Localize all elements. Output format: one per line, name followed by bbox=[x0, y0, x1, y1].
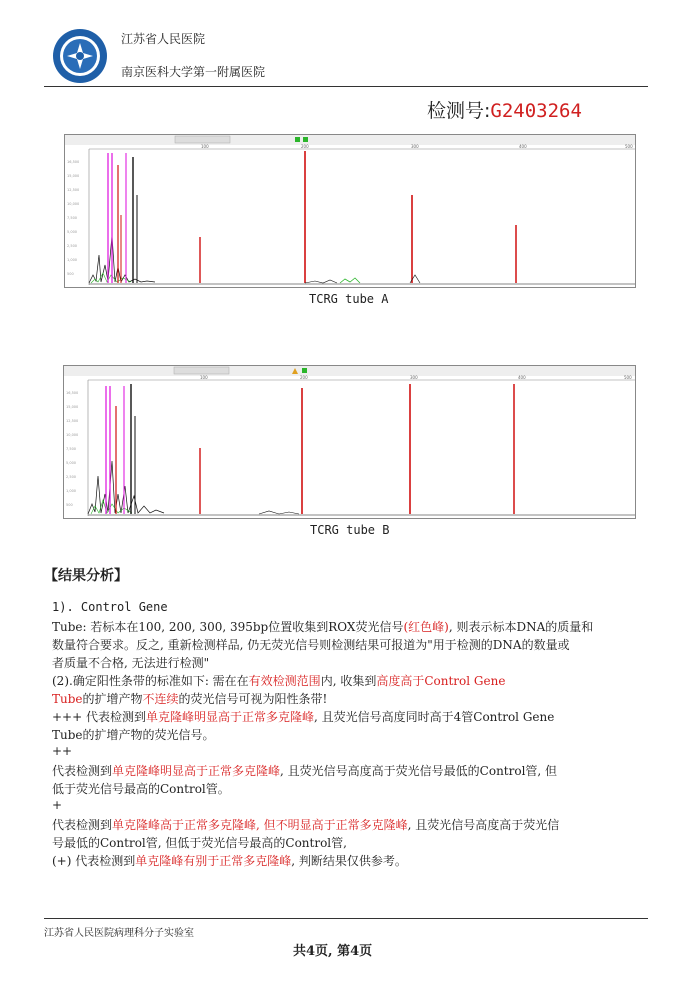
analysis-line: Tube的扩增产物的荧光信号。 bbox=[52, 728, 215, 742]
chart-caption-tube-b: TCRG tube B bbox=[310, 523, 390, 537]
svg-text:16,500: 16,500 bbox=[67, 160, 80, 164]
svg-text:16,500: 16,500 bbox=[66, 391, 79, 395]
analysis-line: 者质量不合格, 无法进行检测" bbox=[52, 656, 210, 670]
footer-lab-name: 江苏省人民医院病理科分子实验室 bbox=[44, 928, 194, 939]
axis-tick-label: 300 bbox=[411, 144, 419, 149]
report-number-label: 检测号: bbox=[427, 100, 491, 122]
svg-text:2,500: 2,500 bbox=[66, 475, 77, 479]
analysis-line: 低于荧光信号最高的Control管。 bbox=[52, 782, 230, 796]
svg-text:500: 500 bbox=[67, 272, 74, 276]
svg-text:10,000: 10,000 bbox=[67, 202, 80, 206]
axis-tick-label: 100 bbox=[200, 375, 208, 380]
svg-text:1,000: 1,000 bbox=[66, 489, 77, 493]
electropherogram-tube-b bbox=[63, 365, 636, 519]
analysis-line: Tube: 若标本在100, 200, 300, 395bp位置收集到ROX荧光信号(红色峰), 则表示标本DNA的质量和 bbox=[52, 620, 594, 634]
hospital-affiliation: 南京医科大学第一附属医院 bbox=[121, 65, 266, 79]
report-number bbox=[427, 96, 582, 123]
page-indicator: 共4页, 第4页 bbox=[293, 944, 373, 959]
axis-tick-label: 100 bbox=[201, 144, 209, 149]
axis-tick-label: 400 bbox=[519, 144, 527, 149]
svg-text:10,000: 10,000 bbox=[66, 433, 79, 437]
axis-tick-label: 500 bbox=[624, 375, 632, 380]
hospital-name: 江苏省人民医院 bbox=[121, 32, 206, 46]
svg-text:15,000: 15,000 bbox=[66, 405, 79, 409]
analysis-line: 1). Control Gene bbox=[52, 600, 168, 614]
analysis-title: 【结果分析】 bbox=[44, 568, 128, 584]
hospital-logo bbox=[52, 28, 108, 84]
axis-tick-label: 200 bbox=[300, 375, 308, 380]
analysis-line: 代表检测到单克隆峰明显高于正常多克隆峰, 且荧光信号高度高于荧光信号最低的Control管, 但 bbox=[52, 764, 558, 778]
svg-text:12,500: 12,500 bbox=[67, 188, 80, 192]
analysis-line: 数量符合要求。反之, 重新检测样品, 仍无荧光信号则检测结果可报道为"用于检测的DNA的数量或 bbox=[52, 638, 570, 652]
footer-divider bbox=[44, 918, 648, 919]
svg-text:7,500: 7,500 bbox=[66, 447, 77, 451]
axis-tick-label: 200 bbox=[301, 144, 309, 149]
axis-tick-label: 400 bbox=[518, 375, 526, 380]
svg-text:1,000: 1,000 bbox=[67, 258, 78, 262]
analysis-line: (2).确定阳性条带的标准如下: 需在在有效检测范围内, 收集到高度高于Control Gene bbox=[52, 674, 506, 688]
header-divider bbox=[44, 86, 648, 87]
analysis-line: 代表检测到单克隆峰高于正常多克隆峰, 但不明显高于正常多克隆峰, 且荧光信号高度高于荧光信 bbox=[52, 818, 560, 832]
analysis-line: +++ 代表检测到单克隆峰明显高于正常多克隆峰, 且荧光信号高度同时高于4管Control Gene bbox=[52, 710, 555, 724]
svg-text:500: 500 bbox=[66, 503, 73, 507]
analysis-line: (+) 代表检测到单克隆峰有别于正常多克隆峰, 判断结果仅供参考。 bbox=[52, 854, 407, 868]
analysis-line: + bbox=[52, 798, 63, 812]
report-number-value: G2403264 bbox=[490, 100, 582, 122]
electropherogram-tube-a bbox=[64, 134, 636, 288]
svg-text:7,500: 7,500 bbox=[67, 216, 78, 220]
axis-tick-label: 500 bbox=[625, 144, 633, 149]
analysis-line: Tube的扩增产物不连续的荧光信号可视为阳性条带! bbox=[52, 692, 328, 706]
analysis-line: ++ bbox=[52, 744, 73, 758]
svg-text:15,000: 15,000 bbox=[67, 174, 80, 178]
svg-text:5,000: 5,000 bbox=[66, 461, 77, 465]
svg-text:5,000: 5,000 bbox=[67, 230, 78, 234]
chart-caption-tube-a: TCRG tube A bbox=[309, 292, 389, 306]
svg-text:2,500: 2,500 bbox=[67, 244, 78, 248]
svg-text:12,500: 12,500 bbox=[66, 419, 79, 423]
axis-tick-label: 300 bbox=[410, 375, 418, 380]
analysis-line: 号最低的Control管, 但低于荧光信号最高的Control管, bbox=[52, 836, 347, 850]
